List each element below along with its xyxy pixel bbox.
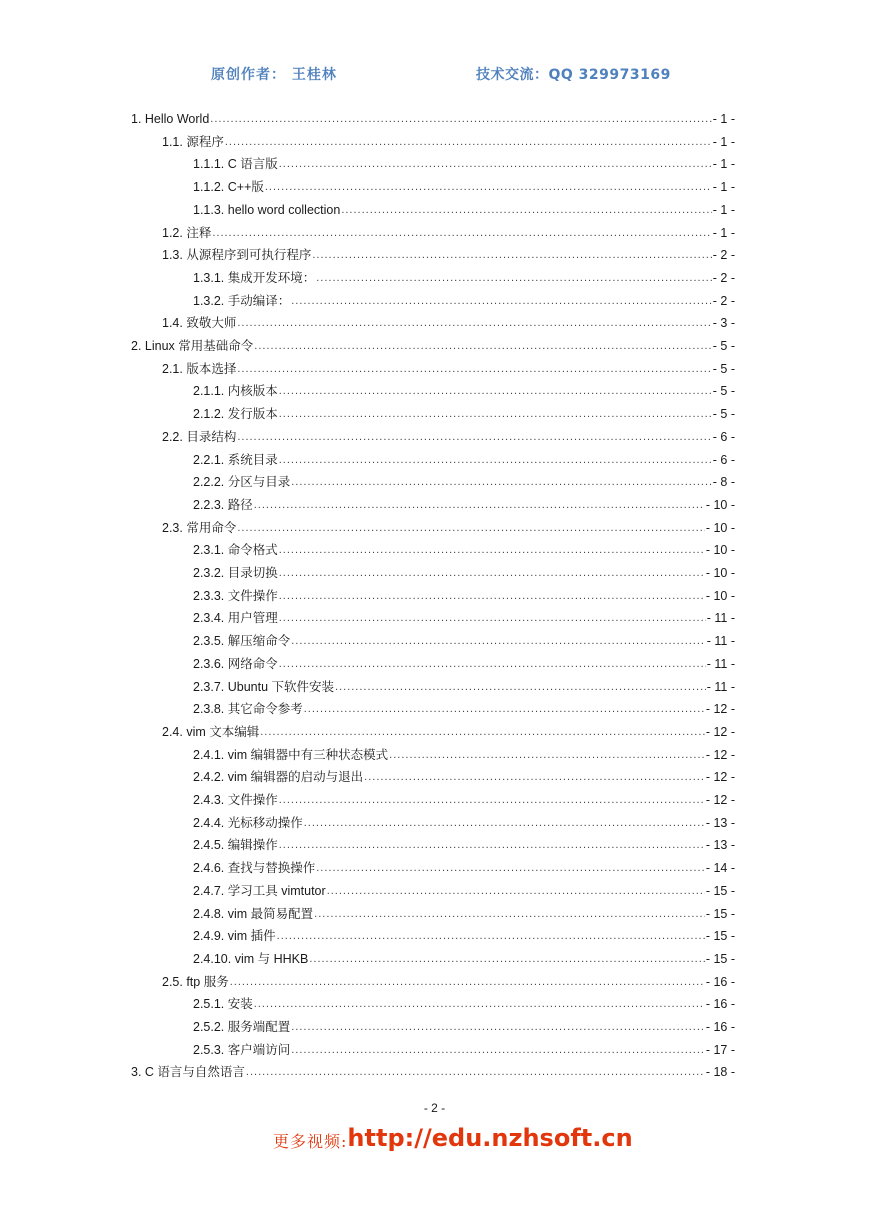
toc-entry-page: - 15 -	[705, 929, 735, 944]
toc-entry-title: 2.4.10. vim 与 HHKB	[193, 951, 309, 966]
toc-entry-page: - 13 -	[705, 815, 735, 830]
toc-entry[interactable]	[193, 945, 735, 967]
toc-entry-page: - 11 -	[706, 656, 735, 671]
toc-entry-title: 2.2.3. 路径	[193, 497, 253, 512]
toc-dot-leader	[291, 1019, 705, 1035]
toc-dot-leader	[389, 747, 705, 763]
toc-entry-title: 1.4. 致敬大师	[162, 316, 237, 331]
toc-entry-title: 2.4.1. vim 编辑器中有三种状态模式	[193, 747, 389, 762]
toc-entry-page: - 6 -	[712, 452, 735, 467]
toc-entry-page: - 6 -	[712, 429, 735, 444]
toc-entry[interactable]	[193, 673, 735, 695]
toc-dot-leader	[230, 974, 705, 990]
toc-entry-page: - 1 -	[712, 202, 735, 217]
toc-entry-page: - 2 -	[712, 248, 735, 263]
toc-entry[interactable]	[193, 831, 735, 853]
toc-entry-title: 2.3.3. 文件操作	[193, 588, 278, 603]
toc-dot-leader	[237, 361, 711, 377]
toc-entry-title: 1.3. 从源程序到可执行程序	[162, 248, 312, 263]
toc-entry-title: 1.1. 源程序	[162, 134, 224, 149]
toc-entry[interactable]	[162, 514, 735, 536]
toc-entry[interactable]	[193, 627, 735, 649]
toc-dot-leader	[279, 156, 712, 172]
toc-entry[interactable]	[193, 264, 735, 286]
toc-entry[interactable]	[193, 400, 735, 422]
toc-dot-leader	[279, 565, 705, 581]
toc-entry-title: 2.5.1. 安装	[193, 997, 253, 1012]
toc-entry-title: 2.4.4. 光标移动操作	[193, 815, 303, 830]
toc-dot-leader	[316, 270, 712, 286]
toc-entry-page: - 13 -	[705, 838, 735, 853]
toc-entry-title: 2.3.4. 用户管理	[193, 611, 278, 626]
toc-entry[interactable]	[193, 650, 735, 672]
toc-entry[interactable]	[162, 241, 735, 263]
toc-dot-leader	[335, 679, 706, 695]
toc-dot-leader	[265, 179, 712, 195]
page-number: - 2 -	[423, 1101, 446, 1115]
toc-entry-title: 2.4. vim 文本编辑	[162, 724, 260, 739]
toc-dot-leader	[212, 225, 711, 241]
toc-entry-title: 2.2.2. 分区与目录	[193, 475, 291, 490]
toc-entry-title: 2.2.1. 系统目录	[193, 452, 278, 467]
toc-entry[interactable]	[193, 786, 735, 808]
toc-entry-page: - 12 -	[705, 747, 735, 762]
toc-dot-leader	[312, 247, 711, 263]
toc-dot-leader	[316, 860, 705, 876]
toc-entry-page: - 16 -	[705, 997, 735, 1012]
toc-entry-title: 1.3.1. 集成开发环境：	[193, 270, 316, 285]
toc-entry-page: - 1 -	[712, 225, 735, 240]
toc-entry[interactable]	[193, 922, 735, 944]
toc-entry-page: - 5 -	[712, 384, 735, 399]
toc-dot-leader	[291, 293, 712, 309]
toc-entry-title: 2.5.3. 客户端访问	[193, 1042, 291, 1057]
toc-dot-leader	[279, 406, 712, 422]
toc-entry-title: 2.2. 目录结构	[162, 429, 237, 444]
toc-entry[interactable]	[193, 695, 735, 717]
toc-entry[interactable]	[162, 355, 735, 377]
toc-entry-title: 1.1.3. hello word collection	[193, 202, 341, 217]
toc-entry-page: - 15 -	[705, 906, 735, 921]
toc-dot-leader	[279, 610, 706, 626]
toc-entry-title: 1. Hello World	[131, 112, 210, 126]
toc-entry[interactable]	[193, 377, 735, 399]
toc-dot-leader	[210, 111, 711, 127]
toc-dot-leader	[291, 633, 706, 649]
toc-entry[interactable]	[193, 559, 735, 581]
author-credit: 原创作者： 王桂林	[211, 67, 337, 83]
toc-entry[interactable]	[193, 150, 735, 172]
toc-entry-title: 3. C 语言与自然语言	[131, 1065, 245, 1080]
toc-entry[interactable]	[193, 536, 735, 558]
toc-dot-leader	[279, 542, 705, 558]
toc-entry-page: - 1 -	[712, 157, 735, 172]
toc-entry-title: 1.1.1. C 语言版	[193, 157, 278, 172]
toc-dot-leader	[237, 315, 711, 331]
toc-entry-page: - 5 -	[712, 361, 735, 376]
toc-entry-page: - 10 -	[705, 566, 735, 580]
toc-dot-leader	[277, 928, 705, 944]
contact-info: 技术交流：QQ 329973169	[476, 67, 671, 83]
toc-entry-page: - 1 -	[712, 134, 735, 149]
toc-entry-title: 2.1. 版本选择	[162, 361, 237, 376]
toc-entry[interactable]	[131, 1058, 735, 1080]
toc-dot-leader	[237, 520, 704, 536]
toc-dot-leader	[279, 837, 705, 853]
toc-entry-page: - 17 -	[705, 1042, 735, 1057]
toc-dot-leader	[291, 1042, 705, 1058]
toc-entry-page: - 1 -	[712, 112, 735, 126]
toc-entry[interactable]	[193, 582, 735, 604]
toc-dot-leader	[254, 996, 705, 1012]
toc-entry-page: - 18 -	[705, 1065, 735, 1080]
toc-entry-title: 2.3.1. 命令格式	[193, 543, 278, 558]
toc-dot-leader	[260, 724, 705, 740]
toc-dot-leader	[279, 588, 705, 604]
toc-dot-leader	[314, 906, 705, 922]
page-footer	[273, 1120, 633, 1152]
toc-entry[interactable]	[131, 105, 735, 127]
toc-entry-page: - 12 -	[705, 793, 735, 807]
toc-entry[interactable]	[162, 128, 735, 150]
toc-entry[interactable]	[131, 332, 735, 354]
toc-entry[interactable]	[193, 990, 735, 1012]
toc-entry[interactable]	[193, 1013, 735, 1035]
toc-entry-title: 2.3.8. 其它命令参考	[193, 702, 303, 717]
toc-entry-page: - 15 -	[705, 883, 735, 898]
toc-entry-title: 2.3.7. Ubuntu 下软件安装	[193, 679, 335, 694]
toc-entry-page: - 12 -	[705, 770, 735, 785]
toc-dot-leader	[341, 202, 711, 218]
toc-entry-title: 1.2. 注释	[162, 225, 212, 240]
toc-dot-leader	[304, 815, 705, 831]
toc-entry-page: - 11 -	[706, 679, 735, 694]
toc-entry-title: 2.5. ftp 服务	[162, 974, 229, 989]
toc-dot-leader	[309, 951, 704, 967]
toc-entry[interactable]	[193, 854, 735, 876]
toc-entry-title: 2.4.9. vim 插件	[193, 929, 276, 944]
toc-entry-title: 2.1.1. 内核版本	[193, 384, 278, 399]
toc-entry-page: - 15 -	[705, 951, 735, 966]
toc-dot-leader	[237, 429, 711, 445]
toc-dot-leader	[254, 497, 705, 513]
toc-entry-page: - 1 -	[712, 180, 735, 195]
toc-dot-leader	[279, 656, 706, 672]
toc-entry[interactable]	[193, 741, 735, 763]
toc-entry-page: - 10 -	[705, 497, 735, 512]
toc-entry-title: 2.1.2. 发行版本	[193, 407, 278, 422]
toc-entry[interactable]	[193, 173, 735, 195]
toc-entry-page: - 12 -	[705, 724, 735, 739]
toc-entry-page: - 16 -	[705, 1020, 735, 1034]
toc-entry-page: - 10 -	[705, 543, 735, 558]
toc-entry[interactable]	[193, 809, 735, 831]
toc-entry-title: 2.4.6. 查找与替换操作	[193, 861, 316, 876]
toc-entry-page: - 2 -	[712, 293, 735, 308]
toc-entry[interactable]	[193, 196, 735, 218]
toc-entry-page: - 10 -	[705, 588, 735, 603]
toc-entry[interactable]	[162, 718, 735, 740]
toc-entry-title: 2.4.8. vim 最简易配置	[193, 906, 314, 921]
toc-entry-page: - 2 -	[712, 270, 735, 285]
toc-entry[interactable]	[193, 446, 735, 468]
toc-entry[interactable]	[162, 968, 735, 990]
toc-dot-leader	[327, 883, 705, 899]
toc-dot-leader	[279, 383, 712, 399]
toc-entry-title: 2.5.2. 服务端配置	[193, 1020, 291, 1034]
toc-entry-page: - 11 -	[706, 634, 735, 649]
toc-entry-page: - 12 -	[705, 702, 735, 717]
toc-entry[interactable]	[193, 900, 735, 922]
toc-entry-title: 2.4.2. vim 编辑器的启动与退出	[193, 770, 364, 785]
toc-entry-page: - 14 -	[705, 861, 735, 876]
toc-entry-page: - 5 -	[712, 407, 735, 422]
toc-entry[interactable]	[193, 1036, 735, 1058]
toc-entry[interactable]	[193, 877, 735, 899]
toc-entry-page: - 5 -	[712, 339, 735, 353]
toc-dot-leader	[225, 134, 712, 150]
toc-entry-title: 2.3.2. 目录切换	[193, 566, 278, 580]
page-header	[0, 64, 869, 86]
toc-dot-leader	[291, 474, 712, 490]
footer-link[interactable]: http://edu.nzhsoft.cn	[347, 1124, 633, 1152]
toc-dot-leader	[279, 452, 712, 468]
toc-entry-title: 1.3.2. 手动编译：	[193, 293, 291, 308]
toc-entry-title: 2.4.5. 编辑操作	[193, 838, 278, 853]
toc-dot-leader	[254, 338, 712, 354]
toc-entry-title: 2.3. 常用命令	[162, 520, 237, 535]
toc-entry-title: 1.1.2. C++版	[193, 180, 264, 195]
toc-entry-title: 2.3.5. 解压缩命令	[193, 634, 291, 649]
toc-entry[interactable]	[162, 423, 735, 445]
footer-label: 更多视频:	[273, 1132, 348, 1151]
toc-dot-leader	[246, 1064, 705, 1080]
toc-entry-page: - 16 -	[705, 974, 735, 989]
toc-dot-leader	[279, 792, 705, 808]
toc-entry[interactable]	[193, 468, 735, 490]
toc-entry[interactable]	[193, 491, 735, 513]
toc-entry-title: 2.4.3. 文件操作	[193, 793, 278, 807]
toc-entry[interactable]	[162, 219, 735, 241]
toc-entry-page: - 8 -	[712, 475, 735, 490]
toc-entry-title: 2.3.6. 网络命令	[193, 656, 278, 671]
toc-entry-title: 2.4.7. 学习工具 vimtutor	[193, 883, 326, 898]
toc-entry-page: - 11 -	[706, 611, 735, 626]
toc-dot-leader	[304, 701, 705, 717]
toc-entry-page: - 3 -	[712, 316, 735, 331]
toc-entry[interactable]	[193, 287, 735, 309]
toc-entry[interactable]	[193, 604, 735, 626]
toc-entry[interactable]	[193, 763, 735, 785]
toc-entry-page: - 10 -	[705, 520, 735, 535]
toc-entry-title: 2. Linux 常用基础命令	[131, 339, 254, 353]
toc-entry[interactable]	[162, 309, 735, 331]
toc-dot-leader	[364, 769, 705, 785]
